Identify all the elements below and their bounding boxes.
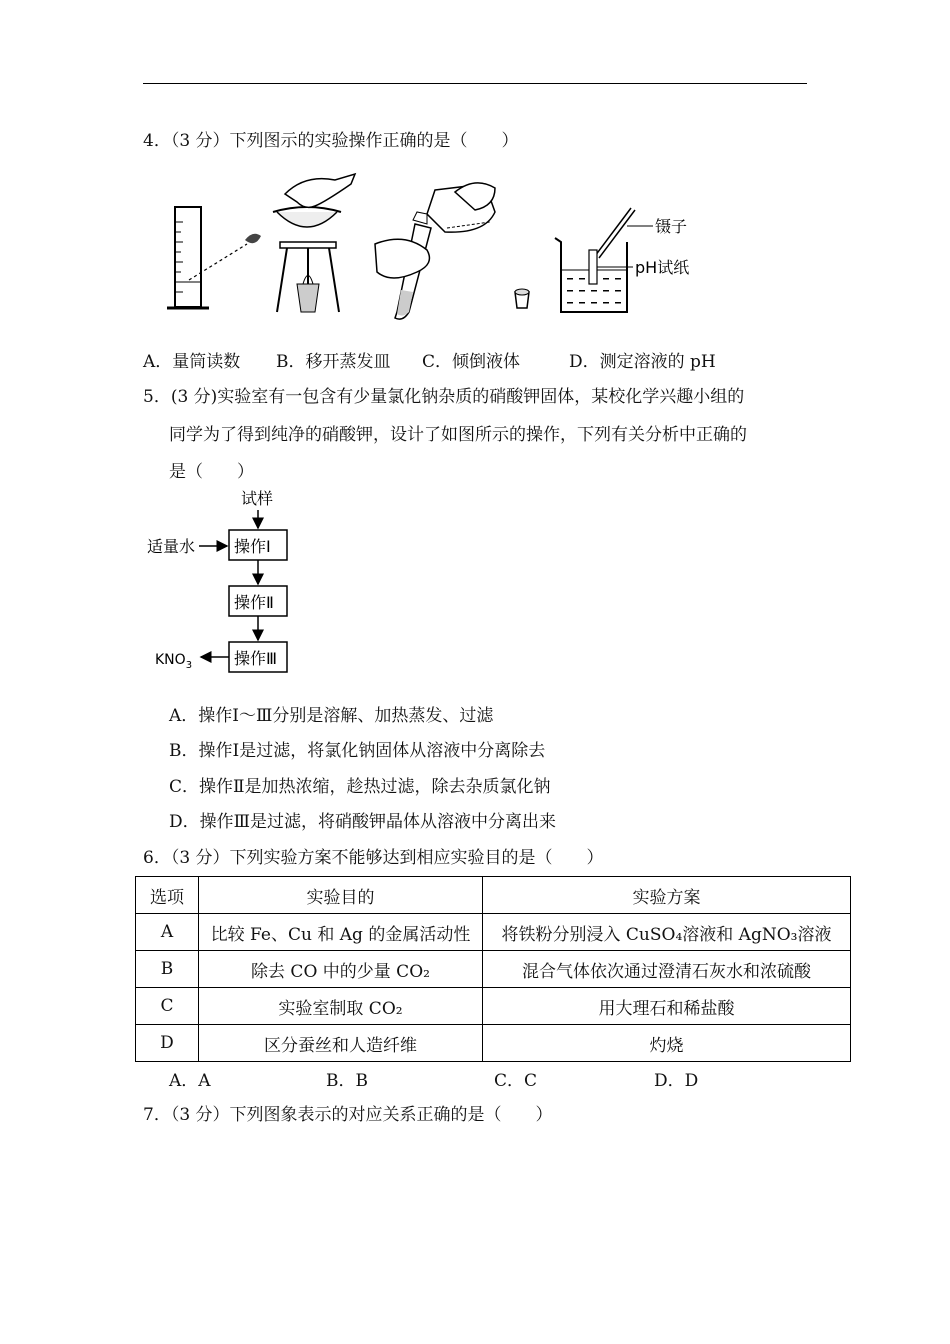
flow-product: $KNO_3$ bbox=[155, 652, 193, 671]
table-row bbox=[136, 951, 851, 988]
q5-option-d: D．操作Ⅲ是过滤，将硝酸钾晶体从溶液中分离出来 bbox=[169, 812, 557, 832]
table-row bbox=[136, 914, 851, 951]
table-header-cell: 选项 bbox=[136, 877, 199, 914]
ph-paper-label: pH试纸 bbox=[635, 258, 690, 277]
tweezers-icon bbox=[595, 208, 653, 258]
table-cell: 灼烧 bbox=[483, 1025, 851, 1062]
q4-figure bbox=[165, 172, 705, 332]
q6-table bbox=[135, 876, 851, 1062]
table-cell: 混合气体依次通过澄清石灰水和浓硫酸 bbox=[483, 951, 851, 988]
table-cell: 实验室制取 CO₂ bbox=[199, 988, 483, 1025]
hand-icon bbox=[285, 174, 355, 207]
table-cell: 用大理石和稀盐酸 bbox=[483, 988, 851, 1025]
q6-option-a: A．A bbox=[169, 1071, 211, 1091]
q4-stem: 4．（3 分）下列图示的实验操作正确的是（ ） bbox=[143, 131, 519, 151]
flow-water: 适量水 bbox=[147, 537, 196, 556]
q5-option-a: A．操作Ⅰ～Ⅲ分别是溶解、加热蒸发、过滤 bbox=[169, 706, 494, 726]
q6-option-d: D．D bbox=[654, 1071, 699, 1091]
tweezers-label: 镊子 bbox=[655, 217, 688, 236]
table-header-cell: 实验方案 bbox=[483, 877, 851, 914]
table-header-cell: 实验目的 bbox=[199, 877, 483, 914]
table-cell: A bbox=[136, 914, 199, 951]
bottle-stopper-icon bbox=[515, 289, 529, 308]
table-row bbox=[136, 988, 851, 1025]
flow-op3: 操作Ⅲ bbox=[234, 649, 278, 668]
flow-op2: 操作Ⅱ bbox=[234, 593, 274, 612]
table-cell: D bbox=[136, 1025, 199, 1062]
flow-op1: 操作Ⅰ bbox=[234, 537, 271, 556]
q5-option-c: C．操作Ⅱ是加热浓缩，趁热过滤，除去杂质氯化钠 bbox=[169, 777, 551, 797]
table-row bbox=[136, 1025, 851, 1062]
header-rule bbox=[143, 83, 807, 84]
q6-option-c: C．C bbox=[494, 1071, 538, 1091]
q5-option-b: B．操作Ⅰ是过滤，将氯化钠固体从溶液中分离除去 bbox=[169, 741, 546, 761]
q7-stem: 7．（3 分）下列图象表示的对应关系正确的是（ ） bbox=[143, 1105, 553, 1125]
q6-stem: 6．（3 分）下列实验方案不能够达到相应实验目的是（ ） bbox=[143, 848, 604, 868]
table-cell: C bbox=[136, 988, 199, 1025]
table-cell: 将铁粉分别浸入 CuSO₄溶液和 AgNO₃溶液 bbox=[483, 914, 851, 951]
q4-option-c: C．倾倒液体 bbox=[422, 352, 521, 372]
table-cell: 除去 CO 中的少量 CO₂ bbox=[199, 951, 483, 988]
table-cell: 区分蚕丝和人造纤维 bbox=[199, 1025, 483, 1062]
q5-flowchart bbox=[145, 484, 325, 674]
q4-option-d: D．测定溶液的 pH bbox=[569, 352, 716, 372]
q6-option-b: B．B bbox=[326, 1071, 368, 1091]
evaporating-dish-stand-icon bbox=[273, 207, 341, 312]
eye-icon bbox=[245, 234, 261, 243]
table-cell: B bbox=[136, 951, 199, 988]
table-header-row bbox=[136, 877, 851, 914]
q4-option-b: B．移开蒸发皿 bbox=[276, 352, 391, 372]
q5-stem-line3: 是（ ） bbox=[169, 462, 254, 482]
q5-stem-line1: 5．(3 分)实验室有一包含有少量氯化钠杂质的硝酸钾固体，某校化学兴趣小组的 bbox=[143, 387, 745, 407]
graduated-cylinder-icon bbox=[167, 207, 247, 308]
flow-sample: 试样 bbox=[241, 489, 274, 508]
q4-option-a: A．量筒读数 bbox=[143, 352, 241, 372]
q5-stem-line2: 同学为了得到纯净的硝酸钾，设计了如图所示的操作，下列有关分析中正确的 bbox=[169, 425, 747, 445]
table-cell: 比较 Fe、Cu 和 Ag 的金属活动性 bbox=[199, 914, 483, 951]
